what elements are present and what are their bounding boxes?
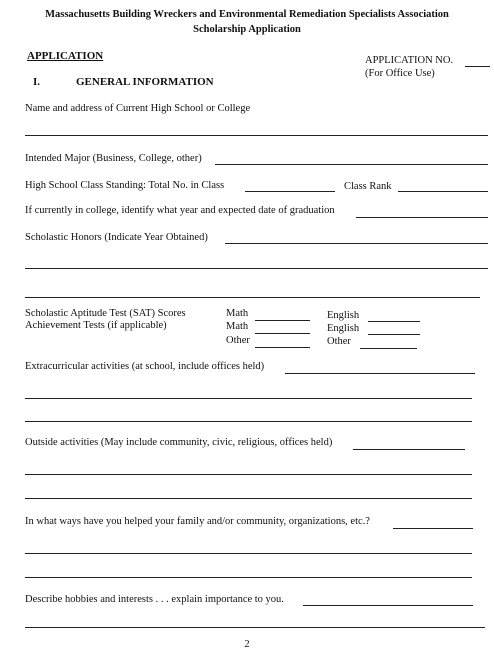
application-no-label: APPLICATION NO.	[365, 55, 454, 66]
class-rank-label: Class Rank	[344, 181, 392, 192]
college-year-label: If currently in college, identify what year and expected date of graduation	[25, 205, 335, 216]
extracurricular-line-1[interactable]	[285, 373, 475, 374]
extracurricular-line-3[interactable]	[25, 421, 472, 422]
class-total-line[interactable]	[245, 191, 335, 192]
outside-activities-line-3[interactable]	[25, 498, 472, 499]
sat-math-line[interactable]	[255, 320, 310, 321]
helped-line-2[interactable]	[25, 553, 472, 554]
ach-math-label: Math	[226, 321, 249, 332]
honors-line-2[interactable]	[25, 268, 488, 269]
hobbies-line-2[interactable]	[25, 627, 485, 628]
section-number: I.	[33, 76, 41, 88]
ach-other-label-2: Other	[327, 336, 351, 347]
helped-line-1[interactable]	[393, 528, 473, 529]
office-use-label: (For Office Use)	[365, 68, 435, 79]
class-standing-label: High School Class Standing: Total No. in Class	[25, 180, 225, 191]
helped-label: In what ways have you helped your family and/or community, organizations, etc.?	[25, 516, 370, 527]
achievement-label: Achievement Tests (if applicable)	[25, 320, 167, 331]
ach-other-label: Other	[226, 335, 250, 346]
hobbies-label: Describe hobbies and interests . . . explain importance to you.	[25, 594, 284, 605]
major-line[interactable]	[215, 164, 488, 165]
extracurricular-line-2[interactable]	[25, 398, 472, 399]
section-title: GENERAL INFORMATION	[76, 76, 214, 88]
application-no-line[interactable]	[465, 66, 490, 67]
sat-english-line[interactable]	[368, 321, 420, 322]
sat-label: Scholastic Aptitude Test (SAT) Scores	[25, 308, 186, 319]
school-label: Name and address of Current High School or College	[25, 103, 251, 114]
ach-other-line[interactable]	[255, 347, 310, 348]
ach-other-line-2[interactable]	[360, 348, 417, 349]
outside-activities-line-2[interactable]	[25, 474, 472, 475]
school-line[interactable]	[25, 135, 488, 136]
application-label: APPLICATION	[27, 50, 104, 62]
page-number: 2	[244, 639, 250, 650]
college-year-line[interactable]	[356, 217, 488, 218]
outside-activities-line-1[interactable]	[353, 449, 465, 450]
ach-english-line[interactable]	[368, 334, 420, 335]
honors-line-3[interactable]	[25, 297, 480, 298]
hobbies-line-1[interactable]	[303, 605, 473, 606]
doc-title: Scholarship Application	[193, 24, 301, 35]
outside-activities-label: Outside activities (May include community, civic, religious, offices held)	[25, 437, 333, 448]
sat-math-label: Math	[226, 308, 249, 319]
major-label: Intended Major (Business, College, other)	[25, 153, 202, 164]
helped-line-3[interactable]	[25, 577, 472, 578]
org-name: Massachusetts Building Wreckers and Environmental Remediation Specialists Association	[45, 9, 449, 20]
class-rank-line[interactable]	[398, 191, 488, 192]
extracurricular-label: Extracurricular activities (at school, include offices held)	[25, 361, 265, 372]
honors-label: Scholastic Honors (Indicate Year Obtained)	[25, 232, 208, 243]
ach-math-line[interactable]	[255, 333, 310, 334]
honors-line-1[interactable]	[225, 243, 488, 244]
ach-english-label: English	[327, 323, 360, 334]
sat-english-label: English	[327, 310, 360, 321]
